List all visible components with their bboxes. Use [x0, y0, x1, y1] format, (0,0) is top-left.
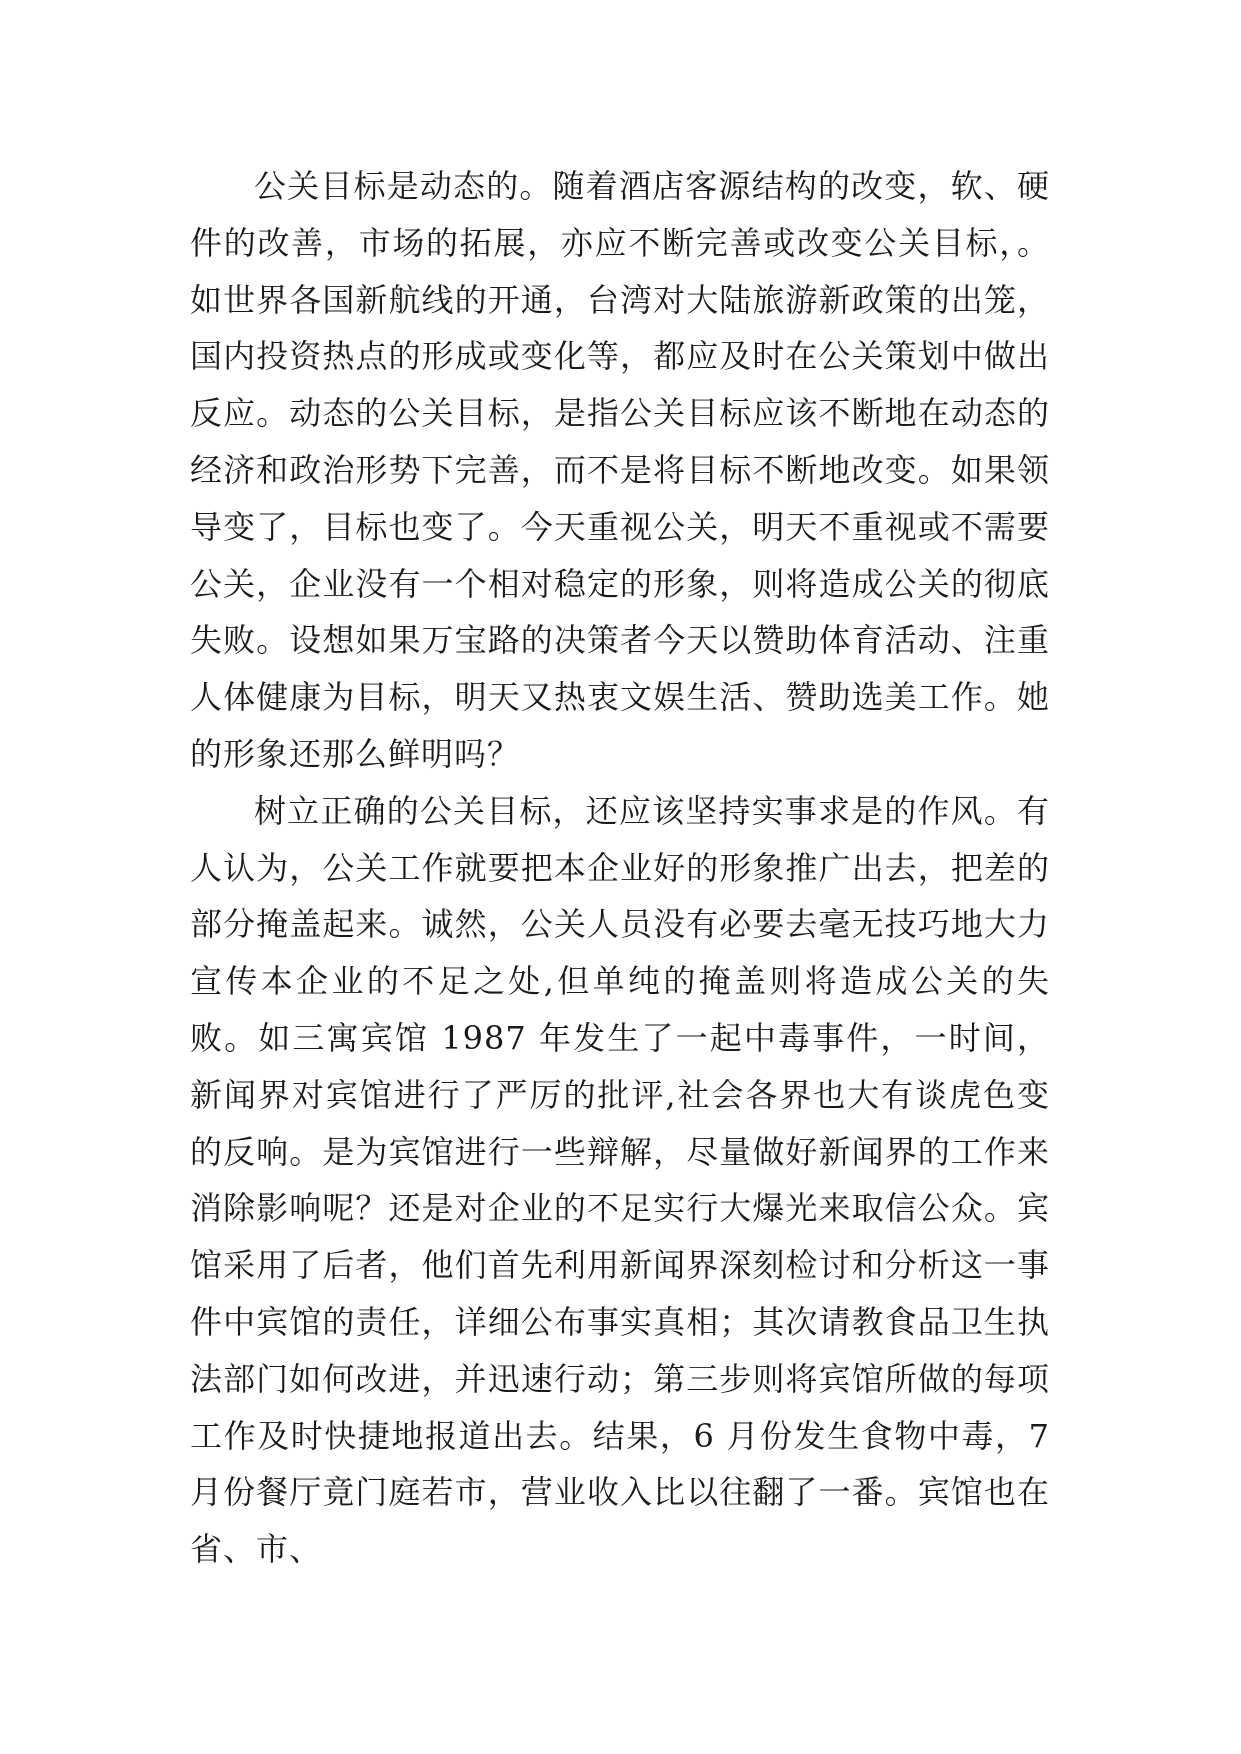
paragraph-dynamic-goals: 公关目标是动态的。随着酒店客源结构的改变，软、硬件的改善，市场的拓展，亦应不断完善或改变公关目标，。如世界各国新航线的开通，台湾对大陆旅游新政策的出笼，国内投资热点的形成或变化等，都应及时在公关策划中做出反应。动态的公关目标，是指公关目标应该不断地在动态的经济和政治形势下完善，而不是将目标不断地改变。如果领导变了，目标也变了。今天重视公关，明天不重视或不需要公关，企业没有一个相对稳定的形象，则将造成公关的彻底失败。设想如果万宝路的决策者今天以赞助体育活动、注重人体健康为目标，明天又热衷文娱生活、赞助选美工作。她的形象还那么鲜明吗？ — [190, 167, 1050, 773]
document-page — [190, 158, 1050, 1578]
paragraph-realistic-goals: 树立正确的公关目标，还应该坚持实事求是的作风。有人认为，公关工作就要把本企业好的形象推广出去，把差的部分掩盖起来。诚然，公关人员没有必要去毫无技巧地大力宣传本企业的不足之处,但单纯的掩盖则将造成公关的失败。如三寓宾馆 1987 年发生了一起中毒事件，一时间，新闻界对宾馆进行了严厉的批评,社会各界也大有谈虎色变的反响。是为宾馆进行一些辩解，尽量做好新闻界的工作来消除影响呢？还是对企业的不足实行大爆光来取信公众。宾馆采用了后者，他们首先利用新闻界深刻检讨和分析这一事件中宾馆的责任，详细公布事实真相；其次请教食品卫生执法部门如何改进，并迅速行动；第三步则将宾馆所做的每项工作及时快捷地报道出去。结果，6 月份发生食物中毒，7 月份餐厅竟门庭若市，营业收入比以往翻了一番。宾馆也在省、市、 — [190, 791, 1050, 1569]
